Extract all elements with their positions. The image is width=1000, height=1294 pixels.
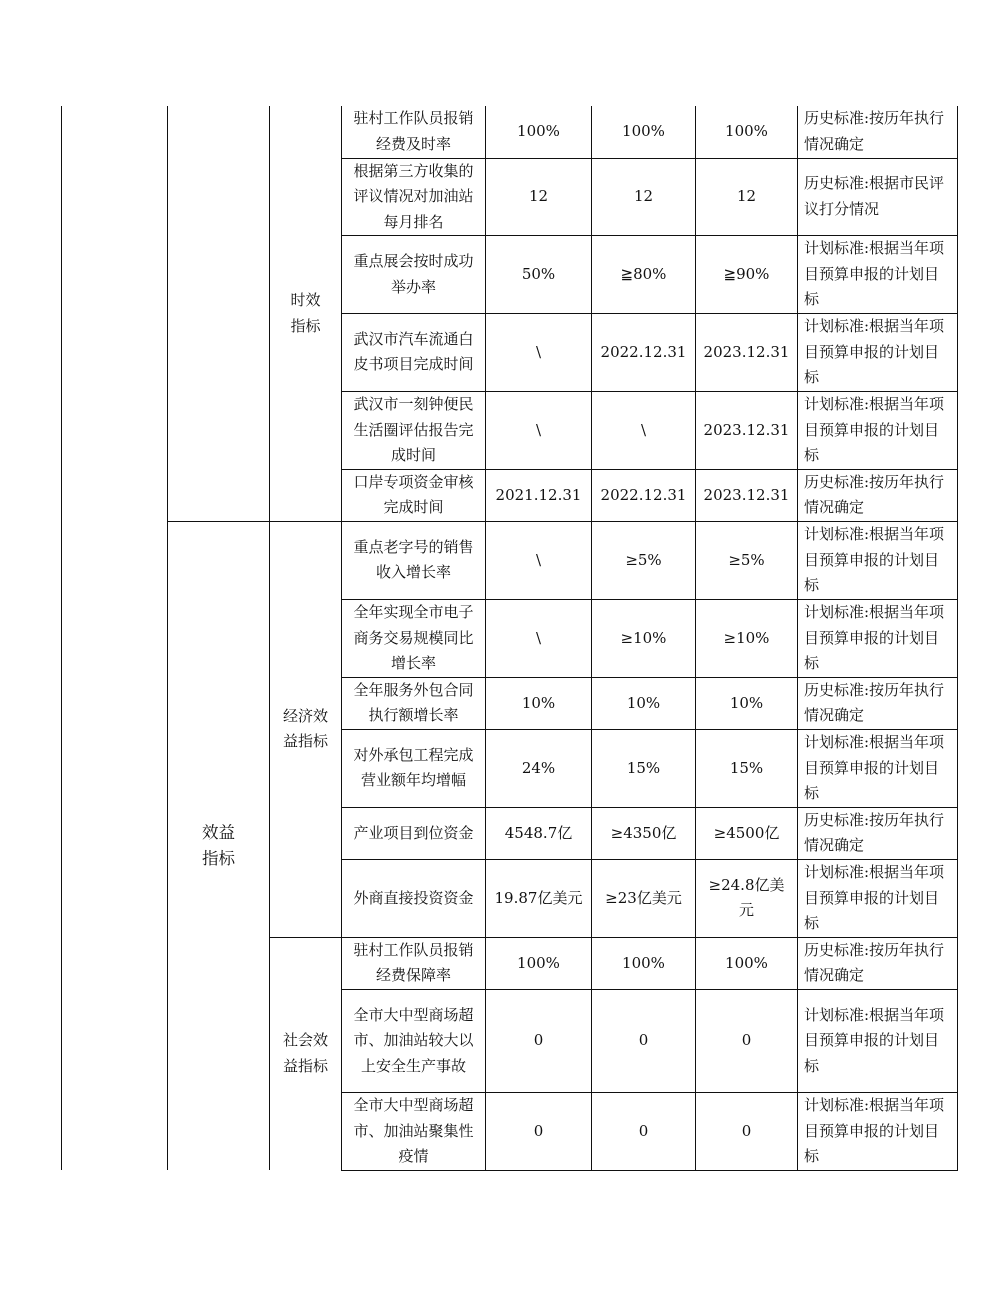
indicator-cell: 外商直接投资资金 [342, 859, 486, 937]
value-y2: 100% [592, 937, 696, 989]
indicator-cell: 全市大中型商场超市、加油站较大以上安全生产事故 [342, 989, 486, 1092]
indicator-cell: 对外承包工程完成营业额年均增幅 [342, 730, 486, 808]
value-y2: 100% [592, 106, 696, 158]
value-y2: ≥23亿美元 [592, 859, 696, 937]
value-y2: ≥5% [592, 522, 696, 600]
value-y3: 0 [696, 989, 798, 1092]
indicator-cell: 驻村工作队员报销经费保障率 [342, 937, 486, 989]
value-y3: ≥5% [696, 522, 798, 600]
indicator-cell: 根据第三方收集的评议情况对加油站每月排名 [342, 158, 486, 236]
value-y1: 0 [486, 989, 592, 1092]
standard-cell: 历史标准:按历年执行情况确定 [798, 807, 958, 859]
value-y1: 4548.7亿 [486, 807, 592, 859]
standard-cell: 计划标准:根据当年项目预算申报的计划目标 [798, 730, 958, 808]
indicator-cell: 武汉市一刻钟便民生活圈评估报告完成时间 [342, 391, 486, 469]
category-social-benefit: 社会效益指标 [270, 937, 342, 1170]
value-y3: 2023.12.31 [696, 314, 798, 392]
standard-cell: 计划标准:根据当年项目预算申报的计划目标 [798, 599, 958, 677]
value-y1: \ [486, 522, 592, 600]
value-y2: 15% [592, 730, 696, 808]
value-y1: 2021.12.31 [486, 469, 592, 521]
value-y1: \ [486, 314, 592, 392]
level2-benefit-indicators: 效益指标 [168, 522, 270, 1171]
value-y3: 0 [696, 1092, 798, 1170]
level1-cell [62, 106, 168, 1170]
value-y3: 100% [696, 937, 798, 989]
standard-cell: 历史标准:按历年执行情况确定 [798, 937, 958, 989]
value-y1: 19.87亿美元 [486, 859, 592, 937]
category-timeliness: 时效指标 [270, 106, 342, 522]
indicator-cell: 全年服务外包合同执行额增长率 [342, 677, 486, 729]
value-y2: 10% [592, 677, 696, 729]
value-y1: \ [486, 391, 592, 469]
value-y2: ≥4350亿 [592, 807, 696, 859]
indicator-cell: 全市大中型商场超市、加油站聚集性疫情 [342, 1092, 486, 1170]
value-y2: 2022.12.31 [592, 314, 696, 392]
standard-cell: 计划标准:根据当年项目预算申报的计划目标 [798, 1092, 958, 1170]
value-y2: 0 [592, 1092, 696, 1170]
value-y1: \ [486, 599, 592, 677]
value-y3: ≧90% [696, 236, 798, 314]
value-y1: 24% [486, 730, 592, 808]
value-y3: 100% [696, 106, 798, 158]
value-y1: 10% [486, 677, 592, 729]
indicator-cell: 全年实现全市电子商务交易规模同比增长率 [342, 599, 486, 677]
indicator-cell: 重点老字号的销售收入增长率 [342, 522, 486, 600]
indicator-cell: 口岸专项资金审核完成时间 [342, 469, 486, 521]
indicator-cell: 武汉市汽车流通白皮书项目完成时间 [342, 314, 486, 392]
value-y3: 15% [696, 730, 798, 808]
standard-cell: 计划标准:根据当年项目预算申报的计划目标 [798, 314, 958, 392]
indicator-cell: 驻村工作队员报销经费及时率 [342, 106, 486, 158]
standard-cell: 历史标准:按历年执行情况确定 [798, 469, 958, 521]
standard-cell: 计划标准:根据当年项目预算申报的计划目标 [798, 522, 958, 600]
standard-cell: 计划标准:根据当年项目预算申报的计划目标 [798, 989, 958, 1092]
indicator-cell: 重点展会按时成功举办率 [342, 236, 486, 314]
value-y3: ≥4500亿 [696, 807, 798, 859]
value-y3: 2023.12.31 [696, 469, 798, 521]
value-y2: ≧80% [592, 236, 696, 314]
standard-cell: 历史标准:根据市民评议打分情况 [798, 158, 958, 236]
category-economic-benefit: 经济效益指标 [270, 522, 342, 938]
standard-cell: 计划标准:根据当年项目预算申报的计划目标 [798, 859, 958, 937]
value-y2: ≥10% [592, 599, 696, 677]
indicator-cell: 产业项目到位资金 [342, 807, 486, 859]
standard-cell: 计划标准:根据当年项目预算申报的计划目标 [798, 236, 958, 314]
value-y1: 0 [486, 1092, 592, 1170]
value-y1: 100% [486, 106, 592, 158]
value-y2: 12 [592, 158, 696, 236]
value-y2: 0 [592, 989, 696, 1092]
value-y2: \ [592, 391, 696, 469]
standard-cell: 计划标准:根据当年项目预算申报的计划目标 [798, 391, 958, 469]
value-y1: 50% [486, 236, 592, 314]
value-y3: ≥10% [696, 599, 798, 677]
standard-cell: 历史标准:按历年执行情况确定 [798, 106, 958, 158]
value-y1: 12 [486, 158, 592, 236]
value-y3: 12 [696, 158, 798, 236]
level2-cell-top [168, 106, 270, 522]
value-y1: 100% [486, 937, 592, 989]
performance-indicator-table [61, 106, 958, 1171]
value-y3: 2023.12.31 [696, 391, 798, 469]
value-y3: ≥24.8亿美元 [696, 859, 798, 937]
value-y3: 10% [696, 677, 798, 729]
value-y2: 2022.12.31 [592, 469, 696, 521]
standard-cell: 历史标准:按历年执行情况确定 [798, 677, 958, 729]
